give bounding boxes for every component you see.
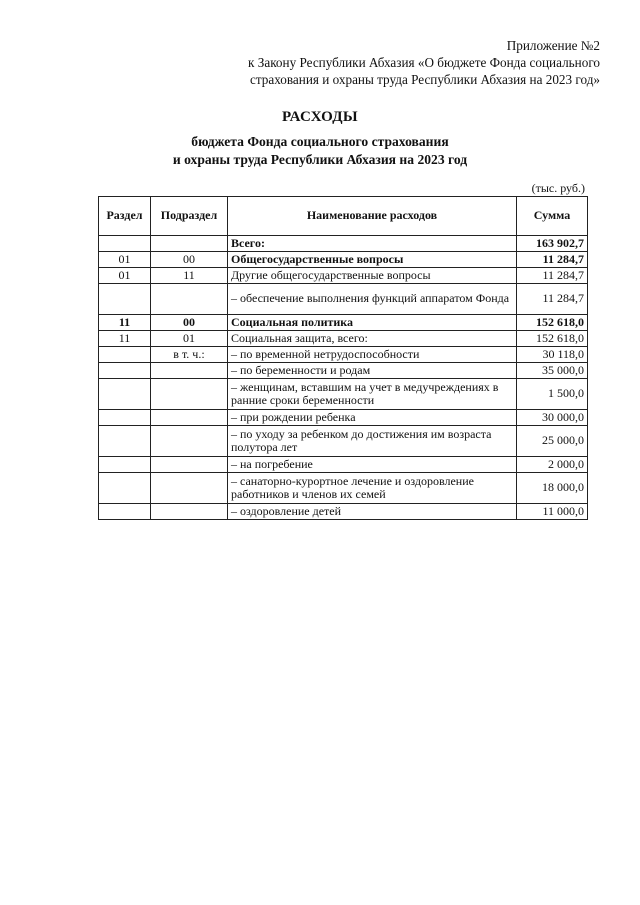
cell-sum: 11 284,7	[517, 252, 588, 268]
cell-subsection	[151, 504, 228, 520]
cell-sum: 30 118,0	[517, 347, 588, 363]
header-section: Раздел	[99, 197, 151, 236]
cell-section	[99, 504, 151, 520]
table-row	[99, 473, 588, 504]
table-header-row	[99, 197, 588, 236]
subtitle-line1: бюджета Фонда социального страхования	[191, 134, 449, 149]
table-row	[99, 410, 588, 426]
appendix-number: Приложение №2	[506, 38, 600, 53]
units-label: (тыс. руб.)	[531, 181, 585, 195]
cell-subsection	[151, 457, 228, 473]
table-body	[99, 236, 588, 520]
cell-section	[99, 473, 151, 504]
cell-expense-name: – санаторно-курортное лечение и оздоровление работников и членов их семей	[228, 473, 517, 504]
cell-section	[99, 457, 151, 473]
cell-subsection	[151, 410, 228, 426]
cell-sum: 18 000,0	[517, 473, 588, 504]
cell-sum: 2 000,0	[517, 457, 588, 473]
cell-expense-name: Социальная защита, всего:	[228, 331, 517, 347]
cell-expense-name: – по уходу за ребенком до достижения им возраста полутора лет	[228, 426, 517, 457]
document-title: РАСХОДЫ	[282, 109, 358, 125]
appendix-law-reference-line1: к Закону Республики Абхазия «О бюджете Фонда социального	[248, 55, 600, 70]
cell-section: 11	[99, 315, 151, 331]
cell-expense-name: Общегосударственные вопросы	[228, 252, 517, 268]
cell-sum: 152 618,0	[517, 331, 588, 347]
cell-subsection: 01	[151, 331, 228, 347]
table-row	[99, 331, 588, 347]
appendix-law-reference-line2: страхования и охраны труда Республики Абхазия на 2023 год»	[249, 72, 600, 87]
cell-expense-name: Всего:	[228, 236, 517, 252]
cell-section	[99, 284, 151, 315]
cell-expense-name: – по беременности и родам	[228, 363, 517, 379]
table-row	[99, 252, 588, 268]
cell-expense-name: – по временной нетрудоспособности	[228, 347, 517, 363]
expenses-table	[98, 196, 588, 520]
cell-section	[99, 347, 151, 363]
cell-subsection	[151, 284, 228, 315]
cell-section: 11	[99, 331, 151, 347]
cell-sum: 1 500,0	[517, 379, 588, 410]
cell-subsection	[151, 473, 228, 504]
cell-subsection: 11	[151, 268, 228, 284]
cell-subsection	[151, 236, 228, 252]
cell-expense-name: – на погребение	[228, 457, 517, 473]
cell-subsection: 00	[151, 315, 228, 331]
table-row	[99, 363, 588, 379]
cell-section	[99, 410, 151, 426]
cell-section	[99, 379, 151, 410]
table-row	[99, 379, 588, 410]
cell-sum: 163 902,7	[517, 236, 588, 252]
cell-sum: 30 000,0	[517, 410, 588, 426]
cell-expense-name: Другие общегосударственные вопросы	[228, 268, 517, 284]
appendix-header	[160, 37, 600, 88]
cell-sum: 11 284,7	[517, 284, 588, 315]
table-row	[99, 268, 588, 284]
cell-section	[99, 236, 151, 252]
cell-subsection	[151, 363, 228, 379]
table-row	[99, 504, 588, 520]
cell-expense-name: – оздоровление детей	[228, 504, 517, 520]
table-row	[99, 284, 588, 315]
table-row	[99, 347, 588, 363]
table-row	[99, 315, 588, 331]
cell-section: 01	[99, 252, 151, 268]
table-row	[99, 457, 588, 473]
table-row	[99, 236, 588, 252]
header-sum: Сумма	[517, 197, 588, 236]
cell-subsection	[151, 426, 228, 457]
cell-section: 01	[99, 268, 151, 284]
subtitle-line2: и охраны труда Республики Абхазия на 2023 год	[172, 152, 468, 167]
header-subsection: Подраздел	[151, 197, 228, 236]
cell-subsection: 00	[151, 252, 228, 268]
cell-section	[99, 363, 151, 379]
cell-subsection: в т. ч.:	[151, 347, 228, 363]
cell-sum: 11 284,7	[517, 268, 588, 284]
cell-expense-name: – женщинам, вставшим на учет в медучреждениях в ранние сроки беременности	[228, 379, 517, 410]
cell-section	[99, 426, 151, 457]
header-expense-name: Наименование расходов	[228, 197, 517, 236]
cell-sum: 11 000,0	[517, 504, 588, 520]
cell-expense-name: – обеспечение выполнения функций аппаратом Фонда	[228, 284, 517, 315]
cell-sum: 25 000,0	[517, 426, 588, 457]
document-subtitle	[0, 133, 640, 169]
cell-subsection	[151, 379, 228, 410]
cell-sum: 35 000,0	[517, 363, 588, 379]
cell-expense-name: – при рождении ребенка	[228, 410, 517, 426]
table-row	[99, 426, 588, 457]
cell-expense-name: Социальная политика	[228, 315, 517, 331]
cell-sum: 152 618,0	[517, 315, 588, 331]
